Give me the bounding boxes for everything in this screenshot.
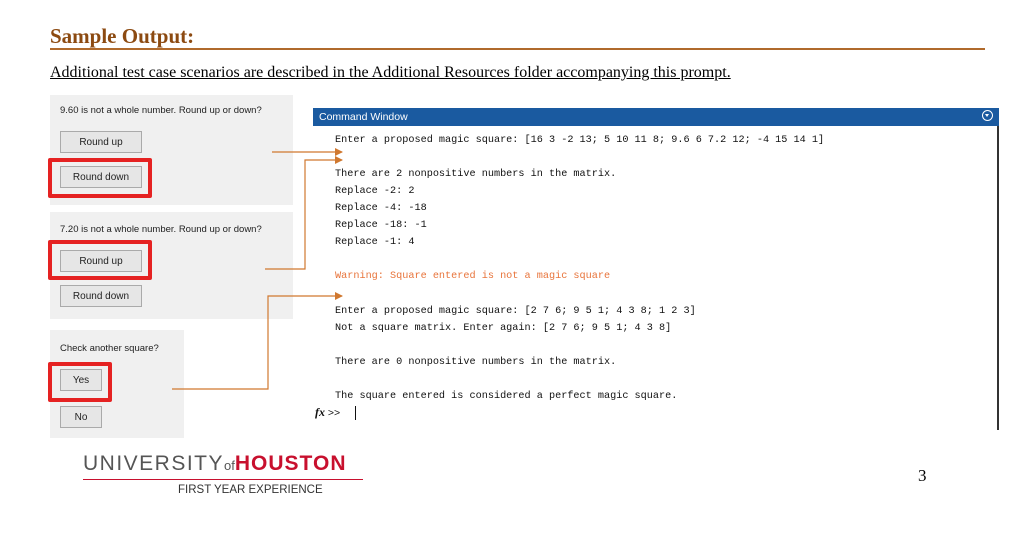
- round-down-button[interactable]: Round down: [60, 285, 142, 307]
- fx-icon[interactable]: fx: [315, 405, 325, 419]
- logo-subtitle: FIRST YEAR EXPERIENCE: [178, 484, 323, 496]
- dialog-message: Check another square?: [60, 343, 159, 354]
- yes-button[interactable]: Yes: [60, 369, 102, 391]
- console-line: There are 2 nonpositive numbers in the matrix.: [335, 169, 617, 180]
- console-line: Replace -1: 4: [335, 237, 415, 248]
- arrow-connector-2: [265, 160, 342, 269]
- console-line: There are 0 nonpositive numbers in the matrix.: [335, 357, 617, 368]
- dialog-message: 7.20 is not a whole number. Round up or down?: [60, 224, 262, 235]
- page-number: 3: [918, 466, 927, 485]
- dialog-message: 9.60 is not a whole number. Round up or down?: [60, 105, 262, 116]
- arrow-connector-3: [172, 296, 342, 389]
- prompt-symbol: >>: [327, 407, 341, 419]
- console-line: Not a square matrix. Enter again: [2 7 6; 9 5 1; 4 3 8]: [335, 323, 672, 334]
- logo-divider: [83, 479, 363, 480]
- console-line: Enter a proposed magic square: [2 7 6; 9 5 1; 4 3 8; 1 2 3]: [335, 306, 696, 317]
- subtitle-text: Additional test case scenarios are described in the Additional Resources folder accompanying this prompt.: [50, 64, 731, 81]
- console-line: Replace -2: 2: [335, 186, 415, 197]
- command-window-title: Command Window: [319, 111, 408, 123]
- console-line: The square entered is considered a perfect magic square.: [335, 391, 678, 402]
- round-down-button[interactable]: Round down: [60, 166, 142, 188]
- round-up-button[interactable]: Round up: [60, 250, 142, 272]
- console-line: Replace -18: -1: [335, 220, 427, 231]
- console-line: Replace -4: -18: [335, 203, 427, 214]
- no-button[interactable]: No: [60, 406, 102, 428]
- section-heading: Sample Output:: [50, 24, 195, 48]
- university-logo: UNIVERSITYofHOUSTON: [83, 452, 347, 475]
- console-line: Enter a proposed magic square: [16 3 -2 13; 5 10 11 8; 9.6 6 7.2 12; -4 15 14 1]: [335, 135, 825, 146]
- round-up-button[interactable]: Round up: [60, 131, 142, 153]
- warning-line: Warning: Square entered is not a magic square: [335, 271, 611, 282]
